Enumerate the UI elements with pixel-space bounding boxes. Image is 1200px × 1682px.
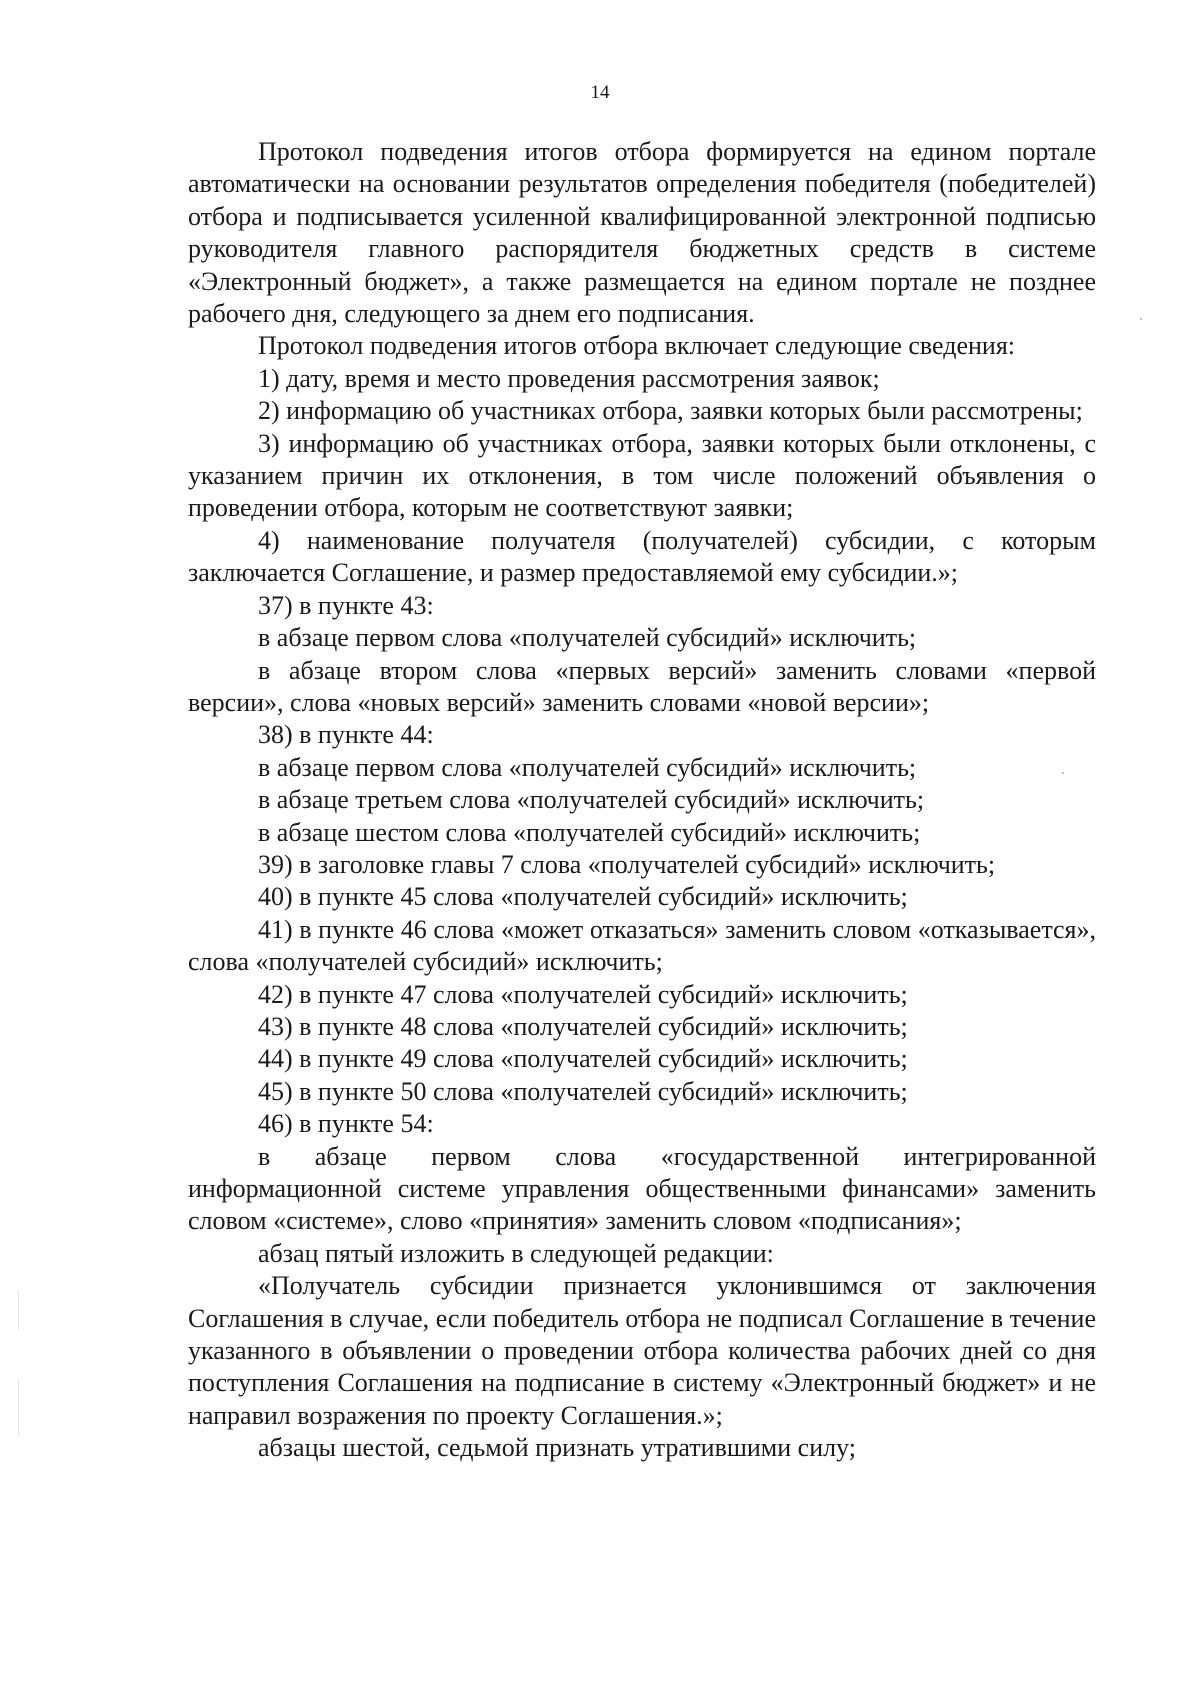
paragraph: абзацы шестой, седьмой признать утратившими силу; bbox=[258, 1433, 856, 1463]
paragraph: 44) в пункте 49 слова «получателей субсидий» исключить; bbox=[258, 1044, 908, 1074]
paragraph: 43) в пункте 48 слова «получателей субсидий» исключить; bbox=[258, 1011, 908, 1041]
paragraph: в абзаце третьем слова «получателей субсидий» исключить; bbox=[258, 785, 925, 815]
paragraph: Протокол подведения итогов отбора включает следующие сведения: bbox=[258, 331, 1015, 361]
scan-edge-mark bbox=[18, 1380, 19, 1435]
scan-speck bbox=[1140, 318, 1142, 320]
list-item: 2) информацию об участниках отбора, заявки которых были рассмотрены; bbox=[258, 396, 1083, 426]
document-body bbox=[188, 136, 1096, 1465]
page-number: 14 bbox=[590, 82, 610, 103]
paragraph: Протокол подведения итогов отбора формируется на едином портале автоматически на основании результатов определения победителя (победителей) отбора и подписывается усиленной квалифицированной электронной подписью руководителя главного распорядителя бюджетных средств в системе «Электронный бюджет», а также размещается на едином портале не позднее рабочего дня, следующего за днем его подписания. bbox=[188, 137, 1096, 329]
paragraph: в абзаце первом слова «государственной интегрированной информационной системе управления общественными финансами» заменить словом «системе», слово «принятия» заменить словом «подписания»; bbox=[188, 1141, 1096, 1236]
list-item: 4) наименование получателя (получателей) субсидии, с которым заключается Соглашение, и размер предоставляемой ему субсидии.»; bbox=[188, 525, 1096, 588]
paragraph: 45) в пункте 50 слова «получателей субсидий» исключить; bbox=[258, 1076, 908, 1106]
scan-edge-mark bbox=[18, 1290, 19, 1330]
paragraph: 42) в пункте 47 слова «получателей субсидий» исключить; bbox=[258, 979, 908, 1009]
paragraph: в абзаце втором слова «первых версий» заменить словами «первой версии», слова «новых версий» заменить словами «новой версии»; bbox=[188, 655, 1096, 717]
paragraph: в абзаце первом слова «получателей субсидий» исключить; bbox=[258, 623, 917, 653]
list-item: 3) информацию об участниках отбора, заявки которых были отклонены, с указанием причин их отклонения, в том числе положений объявления о проведении отбора, которым не соответствуют заявки; bbox=[188, 428, 1096, 523]
list-item: 1) дату, время и место проведения рассмотрения заявок; bbox=[258, 363, 880, 393]
paragraph: 46) в пункте 54: bbox=[258, 1109, 434, 1139]
paragraph: 38) в пункте 44: bbox=[258, 720, 434, 750]
paragraph: «Получатель субсидии признается уклонившимся от заключения Соглашения в случае, если победитель отбора не подписал Соглашение в течение указанного в объявлении о проведении отбора количества рабочих дней со дня поступления Соглашения на подписание в систему «Электронный бюджет» и не направил возражения по проекту Соглашения.»; bbox=[188, 1271, 1096, 1430]
paragraph: 37) в пункте 43: bbox=[258, 590, 434, 620]
paragraph: в абзаце первом слова «получателей субсидий» исключить; bbox=[258, 752, 917, 782]
paragraph: 41) в пункте 46 слова «может отказаться» заменить словом «отказывается», слова «получателей субсидий» исключить; bbox=[188, 914, 1096, 977]
paragraph: абзац пятый изложить в следующей редакции: bbox=[258, 1238, 774, 1268]
paragraph: в абзаце шестом слова «получателей субсидий» исключить; bbox=[258, 817, 921, 847]
paragraph: 40) в пункте 45 слова «получателей субсидий» исключить; bbox=[258, 882, 908, 912]
paragraph: 39) в заголовке главы 7 слова «получателей субсидий» исключить; bbox=[258, 849, 996, 879]
